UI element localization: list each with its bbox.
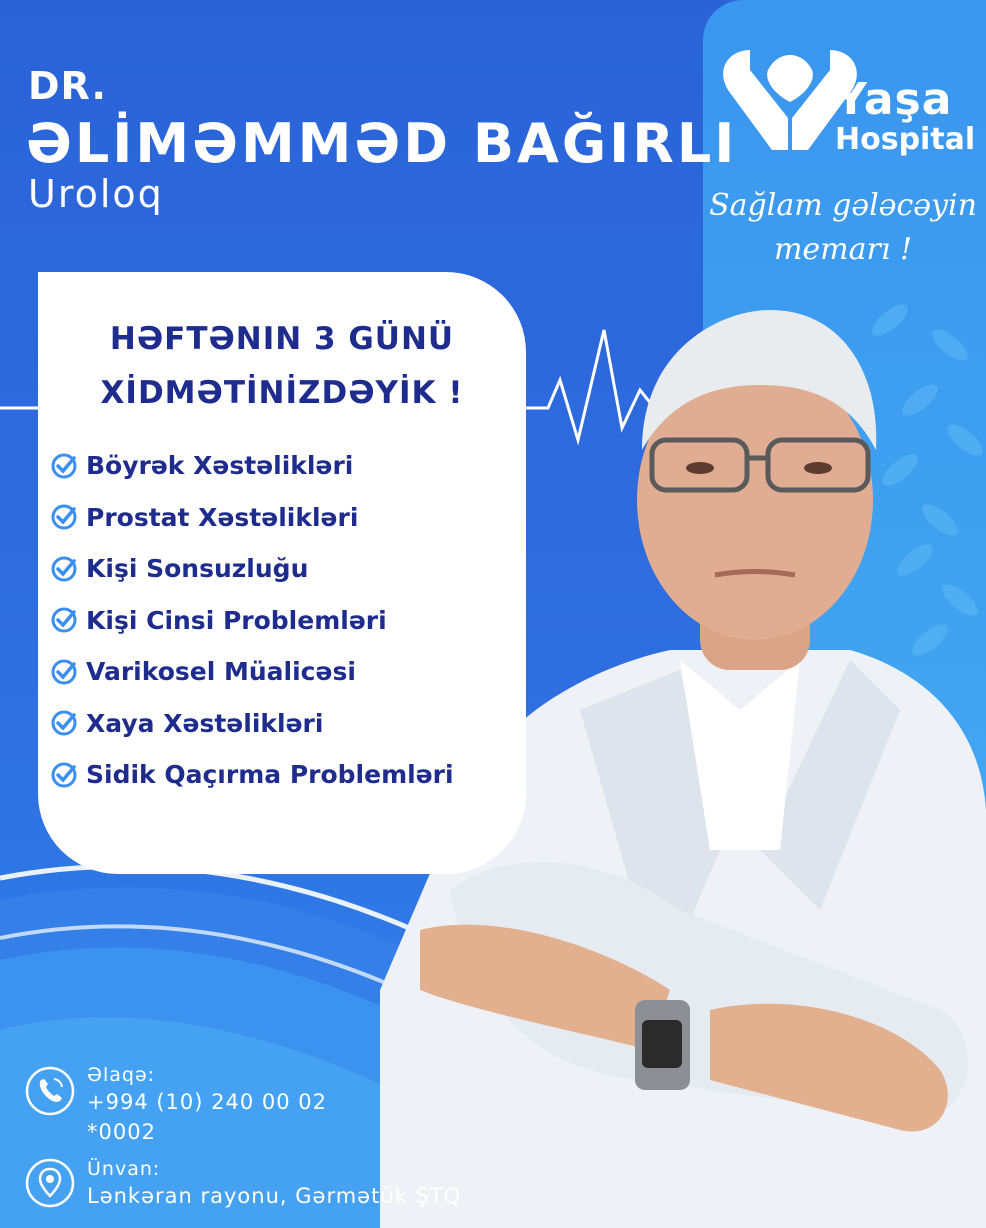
list-item xyxy=(50,440,454,492)
service-label: Sidik Qaçırma Problemləri xyxy=(86,760,454,790)
location-pin-icon[interactable] xyxy=(25,1158,75,1208)
service-label: Xaya Xəstəlikləri xyxy=(86,708,324,738)
list-item xyxy=(50,749,454,801)
service-label: Kişi Sonsuzluğu xyxy=(86,554,309,584)
service-label: Böyrək Xəstəlikləri xyxy=(86,451,354,481)
address-text: Lənkəran rayonu, Gərmətük ŞTQ xyxy=(87,1184,462,1208)
doctor-prefix: DR. xyxy=(28,64,107,108)
card-title xyxy=(38,312,526,420)
card-title-line-1: HƏFTƏNIN 3 GÜNÜ xyxy=(109,321,455,357)
check-circle-icon xyxy=(50,709,78,737)
check-circle-icon xyxy=(50,452,78,480)
check-circle-icon xyxy=(50,555,78,583)
service-label: Prostat Xəstəlikləri xyxy=(86,502,359,532)
phone-icon[interactable] xyxy=(25,1066,75,1116)
services-card xyxy=(38,272,526,874)
brand-name: Yaşa xyxy=(835,74,953,125)
services-list xyxy=(50,440,454,801)
card-title-line-2: XİDMƏTİNİZDƏYİK ! xyxy=(100,375,464,411)
doctor-specialty: Uroloq xyxy=(28,172,164,216)
phone-number[interactable]: +994 (10) 240 00 02 xyxy=(87,1090,328,1114)
list-item xyxy=(50,543,454,595)
list-item xyxy=(50,646,454,698)
brand-subtitle: Hospital xyxy=(835,122,976,157)
brand-slogan xyxy=(708,184,978,272)
check-circle-icon xyxy=(50,761,78,789)
slogan-line-1: Sağlam gələcəyin xyxy=(709,188,977,223)
slogan-line-2: memarı ! xyxy=(773,232,913,267)
doctor-name: ƏLİMƏMMƏD BAĞIRLI xyxy=(26,112,738,175)
list-item xyxy=(50,492,454,544)
short-number[interactable]: *0002 xyxy=(87,1120,156,1144)
address-label: Ünvan: xyxy=(87,1158,161,1180)
list-item xyxy=(50,595,454,647)
list-item xyxy=(50,698,454,750)
check-circle-icon xyxy=(50,606,78,634)
phone-label: Əlaqə: xyxy=(87,1064,156,1086)
service-label: Kişi Cinsi Problemləri xyxy=(86,605,387,635)
check-circle-icon xyxy=(50,658,78,686)
check-circle-icon xyxy=(50,503,78,531)
service-label: Varikosel Müalicəsi xyxy=(86,657,356,687)
